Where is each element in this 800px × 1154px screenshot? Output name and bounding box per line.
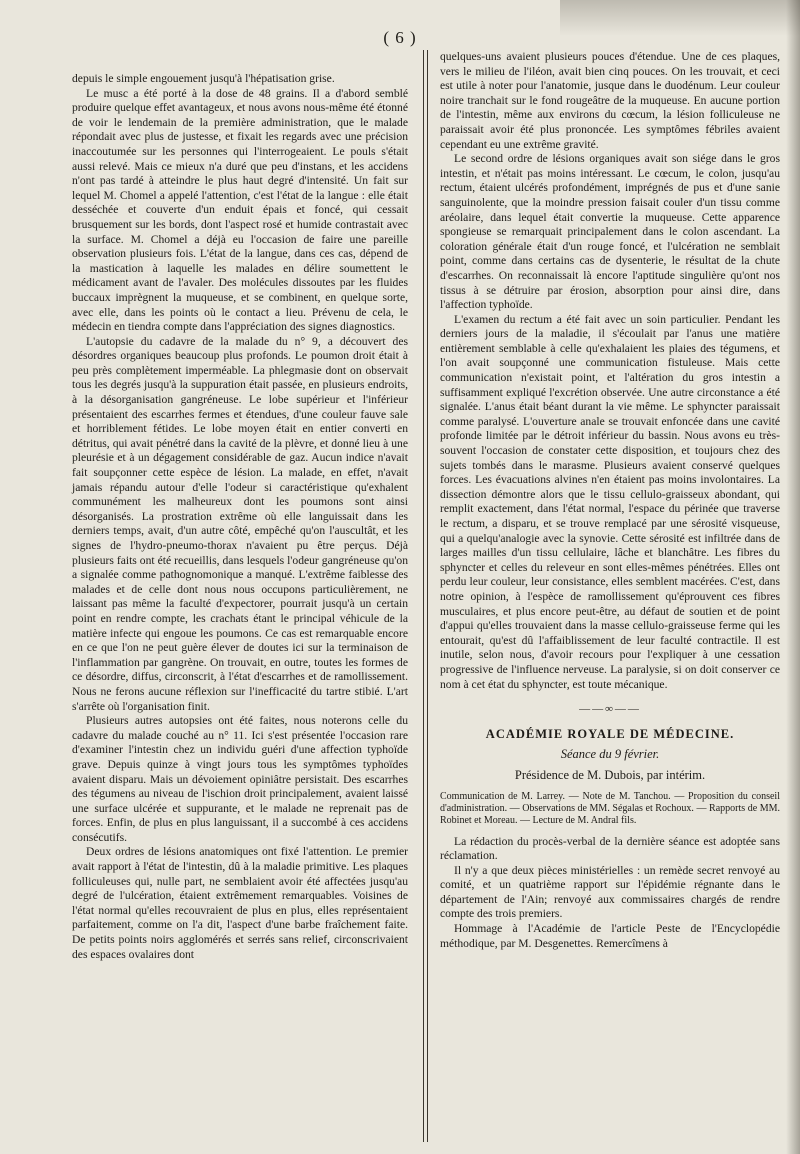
paragraph: Le second ordre de lésions organiques avait son siége dans le gros intestin, et n'était pas moins intéressant. Le cœcum, le colon, jusqu'au rectum, étaient ulcérés profondément, imprégnés de pus et d'une sanie sanguinolente, que la moindre pression faisait couler d'un tissu comme aréolaire, dans lequel était convertie la muqueuse. Cette apparence spongieuse se remarquait principalement dans le colon ascendant. La coloration générale était d'un rouge foncé, et l'ulcération ne semblait point, comme dans certains cas de dysenterie, le résultat de la chute d'escarrhes. On reconnaissait là encore l'aptitude singulière qu'ont nos tissus à se détruire par érosion, absorption pour ainsi dire, dans l'affection typhoïde. [440,152,780,312]
paragraph: Hommage à l'Académie de l'article Peste de l'Encyclopédie méthodique, par M. Desgenettes. Remercîmens à [440,922,780,950]
left-column [72,72,408,962]
paragraph: Deux ordres de lésions anatomiques ont fixé l'attention. Le premier avait rapport à l'état de l'intestin, dû à la maladie primitive. Les plaques folliculeuses qui, nulle part, ne semblaient avoir été affectées jusqu'au degré de l'ulcération, étaient extrêmement remarquables. Voisines de l'état normal qu'elles recouvraient de plus en plus, elles représentaient parfaitement, comme on l'a dit, l'aspect d'une barbe fraîchement faite. De petits points noirs agglomérés et serrés sans relief, circonscrivaient des espaces ovalaires dont [72,845,408,961]
column-divider [423,50,428,1142]
presidence-line: Présidence de M. Dubois, par intérim. [514,767,706,782]
section-heading: ACADÉMIE ROYALE DE MÉDECINE. [485,726,735,741]
page-edge-shadow [786,0,800,1154]
paragraph: Le musc a été porté à la dose de 48 grains. Il a d'abord semblé produire quelque effet avantageux, et nous avons nous-même été étonné de voir le lendemain de la première administration, que le malade répondait avec plus de justesse, et fixait les regards avec une précision inaccoutumée sur les personnes qui l'interrogeaient. Le pouls s'était aussi relevé. Mais ce mieux n'a duré que peu d'instans, et les accidens n'ont pas tardé à atteindre le plus haut degré d'intensité. Un fait sur lequel M. Chomel a appelé l'attention, c'est l'état de la langue : elle était desséchée et couverte d'un enduit épais et foncé, qui cessait brusquement sur les bords, dont l'aspect rosé et humide contrastait avec la surface. M. Chomel a déjà eu l'occasion de faire une pareille observation plusieurs fois. L'état de la langue, dans ces cas, dépend de la mastication à laquelle les malades en délire soumettent le médicament avant de l'avaler. Des molécules dissoutes par les fluides buccaux imprègnent la muqueuse, et se combinent, en quelque sorte, avec elle, dans les points où le contact a lieu. Prévenu de cela, le médecin en tiendra compte dans l'appréciation des signes diagnostics. [72,86,408,334]
section-ornament: ——∞—— [579,703,641,716]
session-date: Séance du 9 février. [560,747,660,762]
paragraph: Plusieurs autres autopsies ont été faites, nous noterons celle du cadavre du malade couché au n° 11. Ici s'est présentée l'occasion rare d'examiner l'intestin chez un individu guéri d'une affection typhoïde grave. Depuis quinze à vingt jours tous les symptômes typhoïdes avaient disparu. Mais un dévoiement opiniâtre persistait. Des escarrhes des tégumens au niveau de l'ischion droit principalement, avaient laissé une surface ulcérée et suppurante, et le malade ne reprenait pas de forces. Enfin, de plus en plus languissant, il a succombé à ces accidens consécutifs. [72,714,408,844]
paragraph: Il n'y a que deux pièces ministérielles : un remède secret renvoyé au comité, et un quatrième rapport sur l'épidémie régnante dans le département de l'Ain; renvoyé aux commissaires chargés de rendre compte des trois premiers. [440,863,780,921]
paragraph: La rédaction du procès-verbal de la dernière séance est adoptée sans réclamation. [440,834,780,863]
paragraph: depuis le simple engouement jusqu'à l'hépatisation grise. [72,72,335,85]
session-summary: Communication de M. Larrey. — Note de M. Tanchou. — Proposition du conseil d'administration. — Observations de MM. Ségalas et Rochoux. — Rapports de MM. Robinet et Moreau. — Lecture de M. Andral fils. [440,790,780,826]
paragraph: quelques-uns avaient plusieurs pouces d'étendue. Une de ces plaques, vers le milieu de l'iléon, avait bien cinq pouces. On les trouvait, et ceci est utile à noter pour l'anatomie, jusque dans le duodénum. Leur couleur noire tranchait sur le fond rougeâtre de la muqueuse. En aucune portion de l'intestin, même aux environs du cœcum, la lésion folliculeuse ne paraissait avoir été plus prononcée. Les symptômes fébriles avaient cependant eu une extrême gravité. [440,50,780,151]
paragraph: L'autopsie du cadavre de la malade du n° 9, a découvert des désordres organiques beaucoup plus profonds. Le poumon droit était à peu près complètement imperméable. La phlegmasie dont on observait tous les degrés jusqu'à la suppuration était passée, en plusieurs endroits, à la désorganisation gangréneuse. Le lobe supérieur et l'inférieur présentaient des escarrhes fermes et étendues, d'une couleur fauve sale et horriblement fétides. Le lobe moyen était en entier converti en détritus, qui avait pénétré dans la cavité de la plèvre, et donné lieu à une pleurésie et à un dégagement considérable de gaz. Aucun indice n'avait fait soupçonner cette espèce de lésion. La malade, en effet, n'avait jamais répandu autour d'elle l'odeur si caractéristique qu'exhalent communément les malheureux dont les poumons sont ainsi désorganisés. La prostration extrême où elle languissait dans les derniers temps, avait, d'un autre côté, empêché qu'on l'auscultât, et les signes de l'hydro-pneumo-thorax n'avaient pu être perçus. Déjà plusieurs faits ont été recueillis, dans lesquels l'odeur gangréneuse qu'on a signalée comme pathognomonique a manqué. L'extrême faiblesse des malades et de celle dont nous nous occupons particulièrement, ne laissant pas même la faculté d'expectorer, pourrait jusqu'à un certain point en rendre compte, les crachats étant le principal véhicule de la matière infecte qui engoue les poumons. Ce cas est remarquable encore en ce que l'on ne peut guère élever de doutes ici sur la terminaison de l'inflammation par gangrène. On trouvait, en outre, toutes les formes de ce désordre, diffus, circonscrit, à l'état d'escarrhes et de ramollissement. Nous ne ferons aucune réflexion sur l'inefficacité du tartre stibié. L'art s'arrête où l'organisation finit. [72,334,408,713]
paragraph: L'examen du rectum a été fait avec un soin particulier. Pendant les derniers jours de la maladie, il s'écoulait par l'anus une matière entièrement semblable à celle qu'exhalaient les plaies des tégumens, et l'on avait soupçonné une communication fistuleuse. Mais cette communication n'existait point, et l'altération du gros intestin a suffisamment expliqué l'excrétion observée. Une autre circonstance a été signalée. L'anus était béant durant la vie même. Le sphyncter paraissait comme paralysé. L'ouverture anale se trouvait enfoncée dans une cavité profonde limitée par le détroit inférieur du bassin. Nous avons eu très-souvent l'occasion de constater cette disposition, et toujours chez des sujets tombés dans le marasme. Plusieurs avaient conservé quelques forces. Les évacuations alvines n'en étaient pas moins involontaires. La dissection démontre alors que le tissu cellulo-graisseux abondant, qui remplit exactement, dans l'état normal, l'espace du périnée que traverse le rectum, a disparu, et se trouve remplacé par une sérosité visqueuse, qui a quelqu'analogie avec la synovie. Cette sérosité est infiltrée dans de larges mailles d'un tissu cellulaire, lâche et blanchâtre. Les fibres du sphyncter et celles du releveur en sont elles-mêmes pénétrées. Elles ont perdu leur couleur, leur consistance, elles semblent macérées. C'est, dans notre opinion, à l'espèce de ramollissement qu'éprouvent ces fibres musculaires, et plus encore peut-être, au défaut de soutien et de point d'appui qu'elles trouvaient dans la masse cellulo-graisseuse ferme qui les entourait, qu'est dû l'affaiblissement de leur faculté contractile. Il est inutile, selon nous, d'avoir recours pour l'expliquer à une cessation progressive de l'influence nerveuse. La paralysie, si on doit conserver ce nom à cet état du sphyncter, est toute mécanique. [440,312,780,691]
page-number: ( 6 ) [383,28,417,47]
right-column [440,50,780,951]
